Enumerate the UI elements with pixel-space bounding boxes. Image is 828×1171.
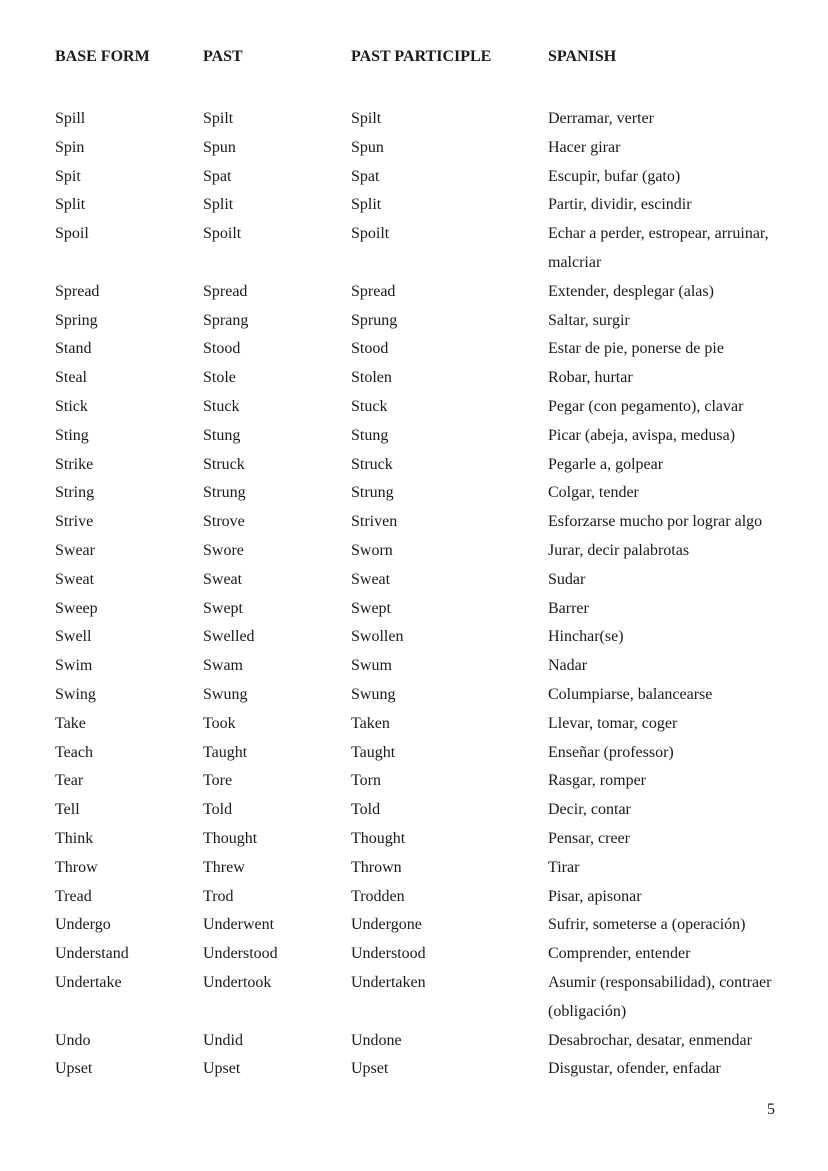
past-participle-cell: Swept	[351, 599, 391, 617]
past-participle-cell: Striven	[351, 513, 398, 531]
past-participle-cell: Upset	[351, 1060, 389, 1078]
spanish-cell: Enseñar (professor)	[548, 743, 674, 761]
table-row	[0, 364, 828, 393]
table-row	[0, 422, 828, 451]
table-row	[0, 911, 828, 940]
header-past-participle: PAST PARTICIPLE	[351, 48, 492, 65]
table-row	[0, 451, 828, 480]
table-header	[0, 48, 828, 72]
past-cell: Spread	[203, 282, 248, 300]
past-cell: Swam	[203, 657, 243, 675]
past-cell: Undid	[203, 1031, 243, 1049]
past-participle-cell: Spread	[351, 282, 396, 300]
spanish-cell: Partir, dividir, escindir	[548, 196, 692, 214]
table-row	[0, 1055, 828, 1084]
past-participle-cell: Taken	[351, 714, 390, 732]
past-participle-cell: Thrown	[351, 858, 402, 876]
past-cell: Underwent	[203, 916, 275, 934]
base-form-cell: Strive	[55, 513, 94, 531]
past-participle-cell: Split	[351, 196, 382, 214]
past-cell: Split	[203, 196, 234, 214]
table-row	[0, 335, 828, 364]
table-row	[0, 652, 828, 681]
base-form-cell: Stick	[55, 397, 88, 415]
base-form-cell: Throw	[55, 858, 98, 876]
table-row	[0, 767, 828, 796]
header-past: PAST	[203, 48, 243, 65]
table-row	[0, 537, 828, 566]
spanish-cell: Rasgar, romper	[548, 772, 646, 790]
past-participle-cell: Spoilt	[351, 225, 390, 243]
past-cell: Stole	[203, 369, 236, 387]
past-participle-cell: Stung	[351, 426, 389, 444]
base-form-cell: Swell	[55, 628, 92, 646]
spanish-cell: Echar a perder, estropear, arruinar, malcriar	[548, 225, 769, 271]
table-row	[0, 710, 828, 739]
base-form-cell: Swear	[55, 541, 95, 559]
table-row	[0, 940, 828, 969]
base-form-cell: Teach	[55, 743, 93, 761]
base-form-cell: Steal	[55, 369, 87, 387]
base-form-cell: Undergo	[55, 916, 111, 934]
table-row	[0, 220, 828, 278]
table-row	[0, 1027, 828, 1056]
past-participle-cell: Understood	[351, 945, 426, 963]
spanish-cell: Jurar, decir palabrotas	[548, 541, 690, 559]
past-participle-cell: Stood	[351, 340, 389, 358]
spanish-cell: Nadar	[548, 657, 588, 675]
spanish-cell: Comprender, entender	[548, 945, 691, 963]
spanish-cell: Esforzarse mucho por lograr algo	[548, 513, 763, 531]
past-cell: Sweat	[203, 570, 243, 588]
past-cell: Understood	[203, 945, 278, 963]
spanish-cell: Pegarle a, golpear	[548, 455, 664, 473]
base-form-cell: Strike	[55, 455, 94, 473]
base-form-cell: Tread	[55, 887, 92, 905]
spanish-cell: Picar (abeja, avispa, medusa)	[548, 426, 736, 444]
base-form-cell: Undertake	[55, 973, 122, 991]
past-cell: Trod	[203, 887, 234, 905]
base-form-cell: Swim	[55, 657, 93, 675]
past-participle-cell: Undone	[351, 1031, 402, 1049]
past-participle-cell: Thought	[351, 829, 406, 847]
table-row	[0, 969, 828, 1027]
past-cell: Stood	[203, 340, 241, 358]
base-form-cell: String	[55, 484, 95, 502]
spanish-cell: Derramar, verter	[548, 110, 654, 127]
base-form-cell: Swing	[55, 685, 96, 703]
past-participle-cell: Sweat	[351, 570, 391, 588]
spanish-cell: Robar, hurtar	[548, 369, 633, 387]
base-form-cell: Understand	[55, 945, 129, 963]
past-cell: Spilt	[203, 110, 234, 127]
table-row	[0, 854, 828, 883]
page-number: 5	[767, 1101, 775, 1118]
past-cell: Taught	[203, 743, 248, 761]
table-row	[0, 479, 828, 508]
spanish-cell: Decir, contar	[548, 801, 631, 819]
past-participle-cell: Stolen	[351, 369, 392, 387]
table-row	[0, 681, 828, 710]
past-participle-cell: Struck	[351, 455, 393, 473]
header-base-form: BASE FORM	[55, 48, 150, 65]
verb-table	[0, 105, 828, 1084]
base-form-cell: Tell	[55, 801, 80, 819]
table-row	[0, 105, 828, 134]
past-participle-cell: Spat	[351, 167, 380, 185]
past-cell: Swore	[203, 541, 244, 559]
spanish-cell: Llevar, tomar, coger	[548, 714, 678, 732]
past-participle-cell: Stuck	[351, 397, 388, 415]
past-participle-cell: Spilt	[351, 110, 382, 127]
past-participle-cell: Sprung	[351, 311, 398, 329]
past-cell: Spun	[203, 138, 236, 156]
table-row	[0, 278, 828, 307]
base-form-cell: Spill	[55, 110, 86, 127]
base-form-cell: Tear	[55, 772, 84, 790]
past-participle-cell: Spun	[351, 138, 384, 156]
base-form-cell: Sweat	[55, 570, 95, 588]
spanish-cell: Pensar, creer	[548, 829, 630, 847]
spanish-cell: Asumir (responsabilidad), contraer (obligación)	[548, 973, 772, 1020]
base-form-cell: Spread	[55, 282, 100, 300]
base-form-cell: Sweep	[55, 599, 98, 617]
past-participle-cell: Taught	[351, 743, 396, 761]
past-cell: Swung	[203, 685, 248, 703]
spanish-cell: Pisar, apisonar	[548, 887, 642, 905]
spanish-cell: Disgustar, ofender, enfadar	[548, 1060, 721, 1078]
past-participle-cell: Trodden	[351, 887, 405, 905]
table-row	[0, 883, 828, 912]
spanish-cell: Columpiarse, balancearse	[548, 685, 713, 703]
table-row	[0, 307, 828, 336]
past-cell: Struck	[203, 455, 245, 473]
past-participle-cell: Swum	[351, 657, 392, 675]
past-cell: Undertook	[203, 973, 272, 991]
past-participle-cell: Undertaken	[351, 973, 426, 991]
spanish-cell: Estar de pie, ponerse de pie	[548, 340, 724, 358]
spanish-cell: Desabrochar, desatar, enmendar	[548, 1031, 752, 1049]
spanish-cell: Hinchar(se)	[548, 628, 624, 646]
past-cell: Tore	[203, 772, 233, 790]
past-cell: Told	[203, 801, 233, 819]
table-row	[0, 134, 828, 163]
table-row	[0, 163, 828, 192]
past-cell: Upset	[203, 1060, 241, 1078]
table-row	[0, 191, 828, 220]
base-form-cell: Stand	[55, 340, 92, 358]
table-row	[0, 796, 828, 825]
past-cell: Stuck	[203, 397, 240, 415]
past-participle-cell: Swollen	[351, 628, 404, 646]
table-row	[0, 595, 828, 624]
base-form-cell: Spin	[55, 138, 85, 156]
base-form-cell: Spring	[55, 311, 98, 329]
base-form-cell: Take	[55, 714, 86, 732]
spanish-cell: Hacer girar	[548, 138, 621, 156]
spanish-cell: Escupir, bufar (gato)	[548, 167, 681, 185]
base-form-cell: Spoil	[55, 225, 89, 243]
base-form-cell: Think	[55, 829, 94, 847]
past-cell: Sprang	[203, 311, 249, 329]
past-cell: Thought	[203, 829, 258, 847]
past-cell: Swept	[203, 599, 243, 617]
spanish-cell: Saltar, surgir	[548, 311, 630, 329]
spanish-cell: Pegar (con pegamento), clavar	[548, 397, 744, 415]
past-participle-cell: Torn	[351, 772, 381, 790]
past-cell: Threw	[203, 858, 245, 876]
past-cell: Spoilt	[203, 225, 242, 243]
past-participle-cell: Strung	[351, 484, 394, 502]
spanish-cell: Barrer	[548, 599, 589, 617]
spanish-cell: Tirar	[548, 858, 580, 876]
past-participle-cell: Swung	[351, 685, 396, 703]
table-row	[0, 393, 828, 422]
base-form-cell: Spit	[55, 167, 81, 185]
spanish-cell: Sudar	[548, 570, 586, 588]
header-spanish: SPANISH	[548, 48, 617, 65]
table-row	[0, 508, 828, 537]
past-cell: Spat	[203, 167, 232, 185]
past-cell: Swelled	[203, 628, 255, 646]
past-participle-cell: Sworn	[351, 541, 393, 559]
past-cell: Strung	[203, 484, 246, 502]
spanish-cell: Colgar, tender	[548, 484, 639, 502]
base-form-cell: Sting	[55, 426, 89, 444]
spanish-cell: Sufrir, someterse a (operación)	[548, 916, 746, 934]
base-form-cell: Upset	[55, 1060, 93, 1078]
past-cell: Took	[203, 714, 236, 732]
spanish-cell: Extender, desplegar (alas)	[548, 282, 714, 300]
base-form-cell: Split	[55, 196, 86, 214]
table-row	[0, 623, 828, 652]
table-row	[0, 825, 828, 854]
past-participle-cell: Told	[351, 801, 381, 819]
table-row	[0, 739, 828, 768]
past-cell: Stung	[203, 426, 241, 444]
table-row	[0, 566, 828, 595]
base-form-cell: Undo	[55, 1031, 91, 1049]
past-participle-cell: Undergone	[351, 916, 422, 934]
past-cell: Strove	[203, 513, 245, 531]
